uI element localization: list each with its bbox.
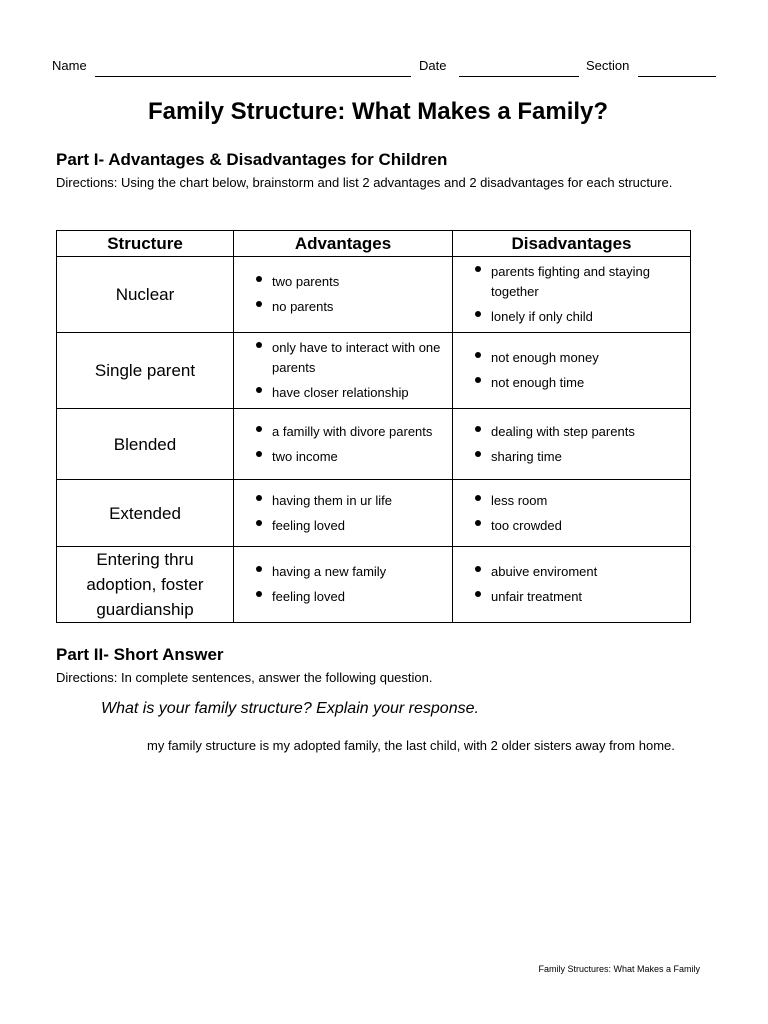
list-item: two parents (272, 272, 448, 292)
part1-heading: Part I- Advantages & Disadvantages for Children (56, 150, 448, 169)
list-item: not enough time (491, 373, 686, 393)
part2-directions: Directions: In complete sentences, answer the following question. (56, 670, 433, 685)
list-item: only have to interact with one parents (272, 338, 448, 378)
list-item: sharing time (491, 447, 686, 467)
list-item: no parents (272, 297, 448, 317)
date-label: Date (419, 58, 447, 73)
list-item: too crowded (491, 516, 686, 536)
list-item: dealing with step parents (491, 422, 686, 442)
list-item: parents fighting and staying together (491, 262, 686, 302)
header-advantages: Advantages (234, 231, 453, 257)
table-row (57, 480, 691, 547)
name-label: Name (52, 58, 87, 73)
advantages-cell (234, 480, 453, 547)
part2-heading: Part II- Short Answer (56, 645, 224, 664)
list-item: have closer relationship (272, 383, 448, 403)
disadvantages-cell (453, 257, 691, 333)
table-row (57, 257, 691, 333)
structure-cell: Entering thru adoption, foster guardianship (57, 547, 234, 623)
name-field[interactable] (95, 76, 411, 77)
table-row (57, 333, 691, 409)
table-row (57, 547, 691, 623)
disadvantages-cell (453, 480, 691, 547)
structure-cell: Single parent (57, 333, 234, 409)
table-row (57, 409, 691, 480)
advantages-cell (234, 257, 453, 333)
page-title: Family Structure: What Makes a Family? (147, 98, 609, 125)
short-answer-question: What is your family structure? Explain your response. (101, 700, 479, 717)
list-item: lonely if only child (491, 307, 686, 327)
list-item: unfair treatment (491, 587, 686, 607)
list-item: two income (272, 447, 448, 467)
structure-cell: Nuclear (57, 257, 234, 333)
advantages-cell (234, 333, 453, 409)
date-field[interactable] (459, 76, 579, 77)
page-footer: Family Structures: What Makes a Family (538, 964, 700, 974)
part1-directions: Directions: Using the chart below, brainstorm and list 2 advantages and 2 disadvantages for each structure. (56, 175, 673, 190)
section-label: Section (586, 58, 630, 73)
table-header-row (57, 231, 691, 257)
header-structure: Structure (57, 231, 234, 257)
short-answer-response[interactable]: my family structure is my adopted family, the last child, with 2 older sisters away from home. (147, 738, 675, 753)
advantages-cell (234, 547, 453, 623)
advantages-cell (234, 409, 453, 480)
list-item: having them in ur life (272, 491, 448, 511)
list-item: feeling loved (272, 587, 448, 607)
family-structure-table (56, 230, 691, 623)
disadvantages-cell (453, 409, 691, 480)
list-item: having a new family (272, 562, 448, 582)
header-disadvantages: Disadvantages (453, 231, 691, 257)
section-field[interactable] (638, 76, 716, 77)
structure-cell: Extended (57, 480, 234, 547)
disadvantages-cell (453, 333, 691, 409)
list-item: a familly with divore parents (272, 422, 448, 442)
list-item: feeling loved (272, 516, 448, 536)
list-item: less room (491, 491, 686, 511)
list-item: not enough money (491, 348, 686, 368)
structure-cell: Blended (57, 409, 234, 480)
list-item: abuive enviroment (491, 562, 686, 582)
disadvantages-cell (453, 547, 691, 623)
